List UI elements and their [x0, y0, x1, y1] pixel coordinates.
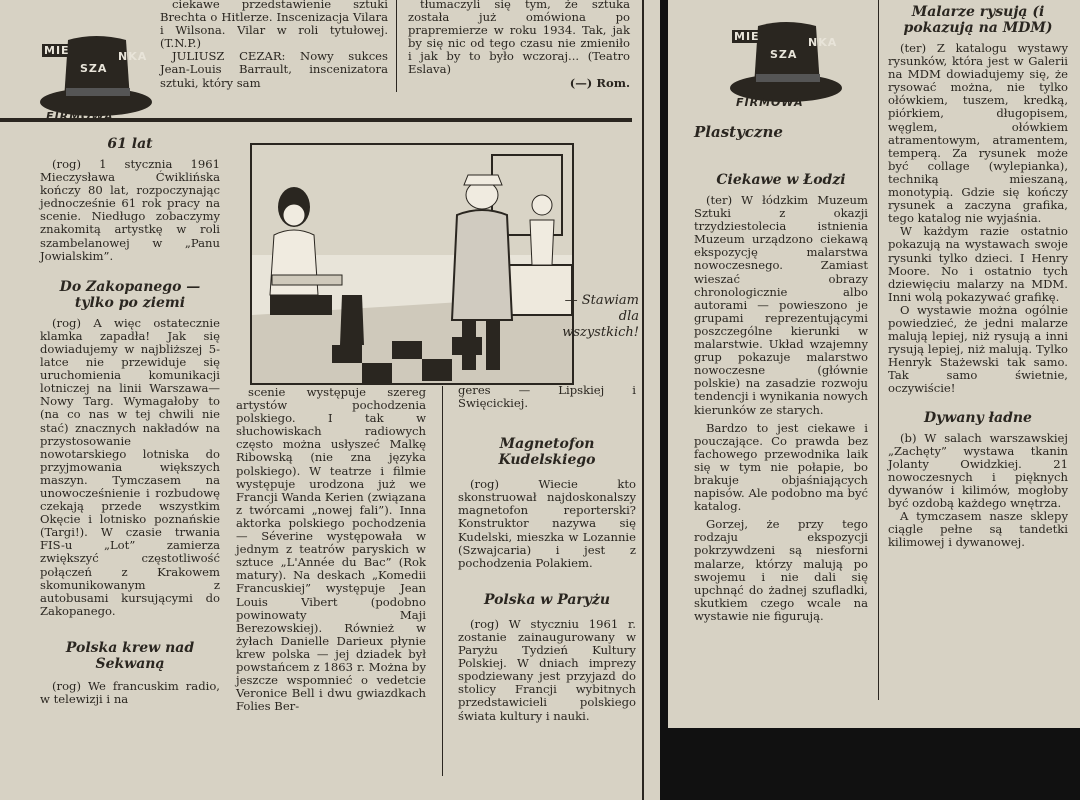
logo-text-side: NKA: [118, 50, 148, 63]
article-body-magnetofon: [458, 478, 636, 570]
column-divider: [442, 386, 443, 776]
article-title-polska-krew: Polska krew nad Sekwaną: [65, 639, 195, 672]
column-logo: [726, 16, 846, 111]
article-title-polska-w-paryzu: Polska w Paryżu: [483, 591, 611, 608]
top-column-2: [160, 0, 388, 90]
article-title-magnetofon: Magnetofon Kudelskiego: [498, 436, 596, 469]
article-body-zakopane: [40, 317, 220, 618]
paragraph: scenie występuje szereg artystów pochodzenia polskiego. I tak w słuchowiskach radiowych często można usłyszeć Malkę Ribowską (nie zna języka polskiego). W teatrze i filmie występuje urodzona już we Francji Wanda Kerien (związana z twórcami „nowej fali”). Inna aktorka polskiego pochodzenia — Séverine występowała w jednym z teatrów paryskich w sztuce „L'Année du Bac” (Rok matury). Na deskach „Komedii Francuskiej” występuje Jean Louis Vibert (podobno powinowaty Maji Berezowskiej). Również w żyłach Danielle Darieux płynie krew polska — jej dziadek był powstańcem z 1863 r. Można by jeszcze wspomnieć o vedetcie Veronice Bell i dwu gwiazdkach Folies Ber-: [236, 385, 426, 714]
continued-text: [458, 384, 636, 410]
column-1: [40, 136, 220, 706]
top-column-3: [408, 0, 630, 90]
logo-text-middle: SZA: [80, 62, 108, 75]
article-title-ciekawe-w-lodzi: Ciekawe w Łodzi: [716, 172, 846, 188]
top-col2-text-b: JULIUSZ CEZAR: Nowy sukces Jean-Louis Barrault, inscenizatora sztuki, który sam: [160, 49, 388, 90]
article-body-61-lat: [40, 158, 220, 263]
page-edge-rule: [642, 0, 644, 800]
logo-text-middle: SZA: [770, 48, 798, 61]
paragraph: (rog) We francuskim radio, w telewizji i na: [40, 678, 220, 706]
article-body-dywany-ladne: [888, 432, 1068, 550]
paragraph: A tymczasem nasze sklepy ciągle pełne są tandetki kilimowej i dywanowej.: [888, 509, 1068, 550]
article-body-polska-w-paryzu: [458, 618, 636, 723]
article-title-zakopane: Do Zakopanego — tylko po ziemi: [59, 278, 201, 311]
article-title-malarze-rysuja: Malarze rysują (i pokazują na MDM): [903, 4, 1053, 36]
logo-text-bottom: FIRMOWA: [736, 96, 804, 109]
paragraph: Gorzej, że przy tego rodzaju ekspozycji pokrzywdzeni są niesforni malarze, którzy malują po swojemu i nie dali się upchnąć do żadnej szufladki, skutkiem czego wcale na wystawie nie figurują.: [694, 517, 868, 623]
paragraph: (rog) A więc ostatecznie klamka zapadła! Jak się dowiadujemy w najbliższej 5-latce nie przewiduje się uruchomienia komunikacji lotniczej na linii Warszawa—Nowy Targ. Wymagałoby to (na co nas w tej chwili nie stać) znacznych nakładów na przystosowanie nowotarskiego lotniska do przyjmowania większych maszyn. Tymczasem na unowocześnienie i rozbudowę czekają przede wszystkim Okęcie i lotnisko poznańskie (Targi!). W czasie trwania FIS-u „Lot” zamierza zwiększyć częstotliwość połączeń z Krakowem skomunikowanym z autobusami kursującymi do Zakopanego.: [40, 315, 220, 618]
paragraph: Bardzo to jest ciekawe i pouczające. Co prawda bez fachowego przewodnika laik się w tym nie połapie, bo brakuje objaśniających napisów. Ale podobno ma być katalog.: [694, 420, 868, 514]
article-body-polska-krew: [40, 680, 220, 706]
right-column-b: [888, 4, 1068, 549]
logo-text-bottom: FIRMOWA: [46, 110, 114, 123]
paragraph: O wystawie można ogólnie powiedzieć, że jedni malarze malują lepiej, niż rysują a inni rysują lepiej, niż malują. Tylko Henryk Stażewski tak samo. Tak samo świetnie, oczywiście!: [888, 302, 1068, 396]
cartoon-bar-scene-icon: [252, 145, 572, 383]
right-newspaper-page: [668, 0, 1080, 728]
paragraph: (rog) 1 stycznia 1961 Mieczysława Ćwiklińska kończy 80 lat, rozpoczynając jednocześnie 61 rok pracy na scenie. Niedługo zobaczymy znakomitą artystkę w roli szambelanowej w „Panu Jowialskim”.: [40, 157, 220, 263]
top-col2-text: ciekawe przedstawienie sztuki Brechta o Hitlerze. Inscenizacja Vilara i Wilsona. Vilar w roli tytułowej. (T.N.P.): [160, 0, 388, 51]
column-logo: [36, 30, 156, 125]
paragraph: (rog) Wiecie kto skonstruował najdoskonalszy magnetofon reporterski? Konstruktor nazywa się Kudelski, mieszka w Lozannie (Szwajcaria) i jest z pochodzenia Polakiem.: [458, 477, 636, 570]
logo-text-top: MIE: [44, 44, 70, 57]
paragraph: geres — Lipskiej i Święcickiej.: [458, 383, 636, 411]
paragraph: (rog) W styczniu 1961 r. zostanie zainaugurowany w Paryżu Tydzień Kultury Polskiej. W dniach imprezy spodziewany jest przyjazd do stolicy Francji wybitnych przedstawicieli polskiego świata kultury i nauki.: [458, 616, 636, 723]
paragraph: (b) W salach warszawskiej „Zachęty” wystawa tkanin Jolanty Owidzkiej. 21 nowoczesnych i pięknych dywanów i kilimów, mogłoby być ozdobą każdego wnętrza.: [888, 430, 1068, 510]
article-body-ciekawe-w-lodzi: [694, 194, 868, 623]
logo-text-top: MIE: [734, 30, 760, 43]
article-title-61-lat: 61 lat: [107, 136, 153, 152]
signature: (—) Rom.: [569, 75, 630, 90]
article-body-malarze-rysuja: [888, 42, 1068, 396]
cartoon-caption: — Stawiam dla wszystkich!: [562, 293, 639, 340]
section-heading: Plastyczne: [694, 123, 783, 141]
column-2-lower: [236, 386, 426, 713]
cartoon-illustration: [250, 143, 574, 385]
paragraph: W każdym razie ostatnio pokazują na wystawach swoje rysunki tylko dzieci. I Henry Moore. No i ostatnio tych dziewięciu malarzy na MDM. Inni wolą pokazywać grafikę.: [888, 224, 1068, 304]
column-divider: [396, 0, 397, 92]
logo-text-side: NKA: [808, 36, 838, 49]
paragraph: (ter) Z katalogu wystawy rysunków, która jest w Galerii na MDM dowiadujemy się, że rysować można, nie tylko ołówkiem, tuszem, kredką, piórkiem, długopisem, węglem, ołówkiem atramentowym, atramentem, temperą. Za rysunek może być collage (wylepianka), techniką mieszaną, monotypią. Gdzie się kończy rysunek a zaczyna grafika, tego katalog nie wyjaśnia.: [888, 41, 1068, 226]
top-col3-text: tłumaczyli się tym, że sztuka została już omówiona po prapremierze w roku 1934. Tak, jak by się nic od tego czasu nie zmieniło i jak by to było wczoraj... (Teatro Eslava): [408, 0, 630, 77]
column-3-lower: [458, 384, 636, 723]
column-divider: [878, 0, 879, 700]
paragraph: (ter) W łódzkim Muzeum Sztuki z okazji trzydziestolecia istnienia Muzeum urządzono ciekawą ekspozycję malarstwa nowoczesnego. Zamiast wieszać obrazy chronologicznie albo autorami — powieszono je grupami reprezentującymi poszczególne kierunki w malarstwie. Układ wzajemny grup pokazuje malarstwo nowoczesne (głównie polskie) na zasadzie rozwoju tendencji i wynikania nowych kierunków ze starych.: [694, 193, 868, 417]
article-title-dywany-ladne: Dywany ładne: [924, 409, 1032, 426]
right-column-a: [694, 172, 868, 623]
